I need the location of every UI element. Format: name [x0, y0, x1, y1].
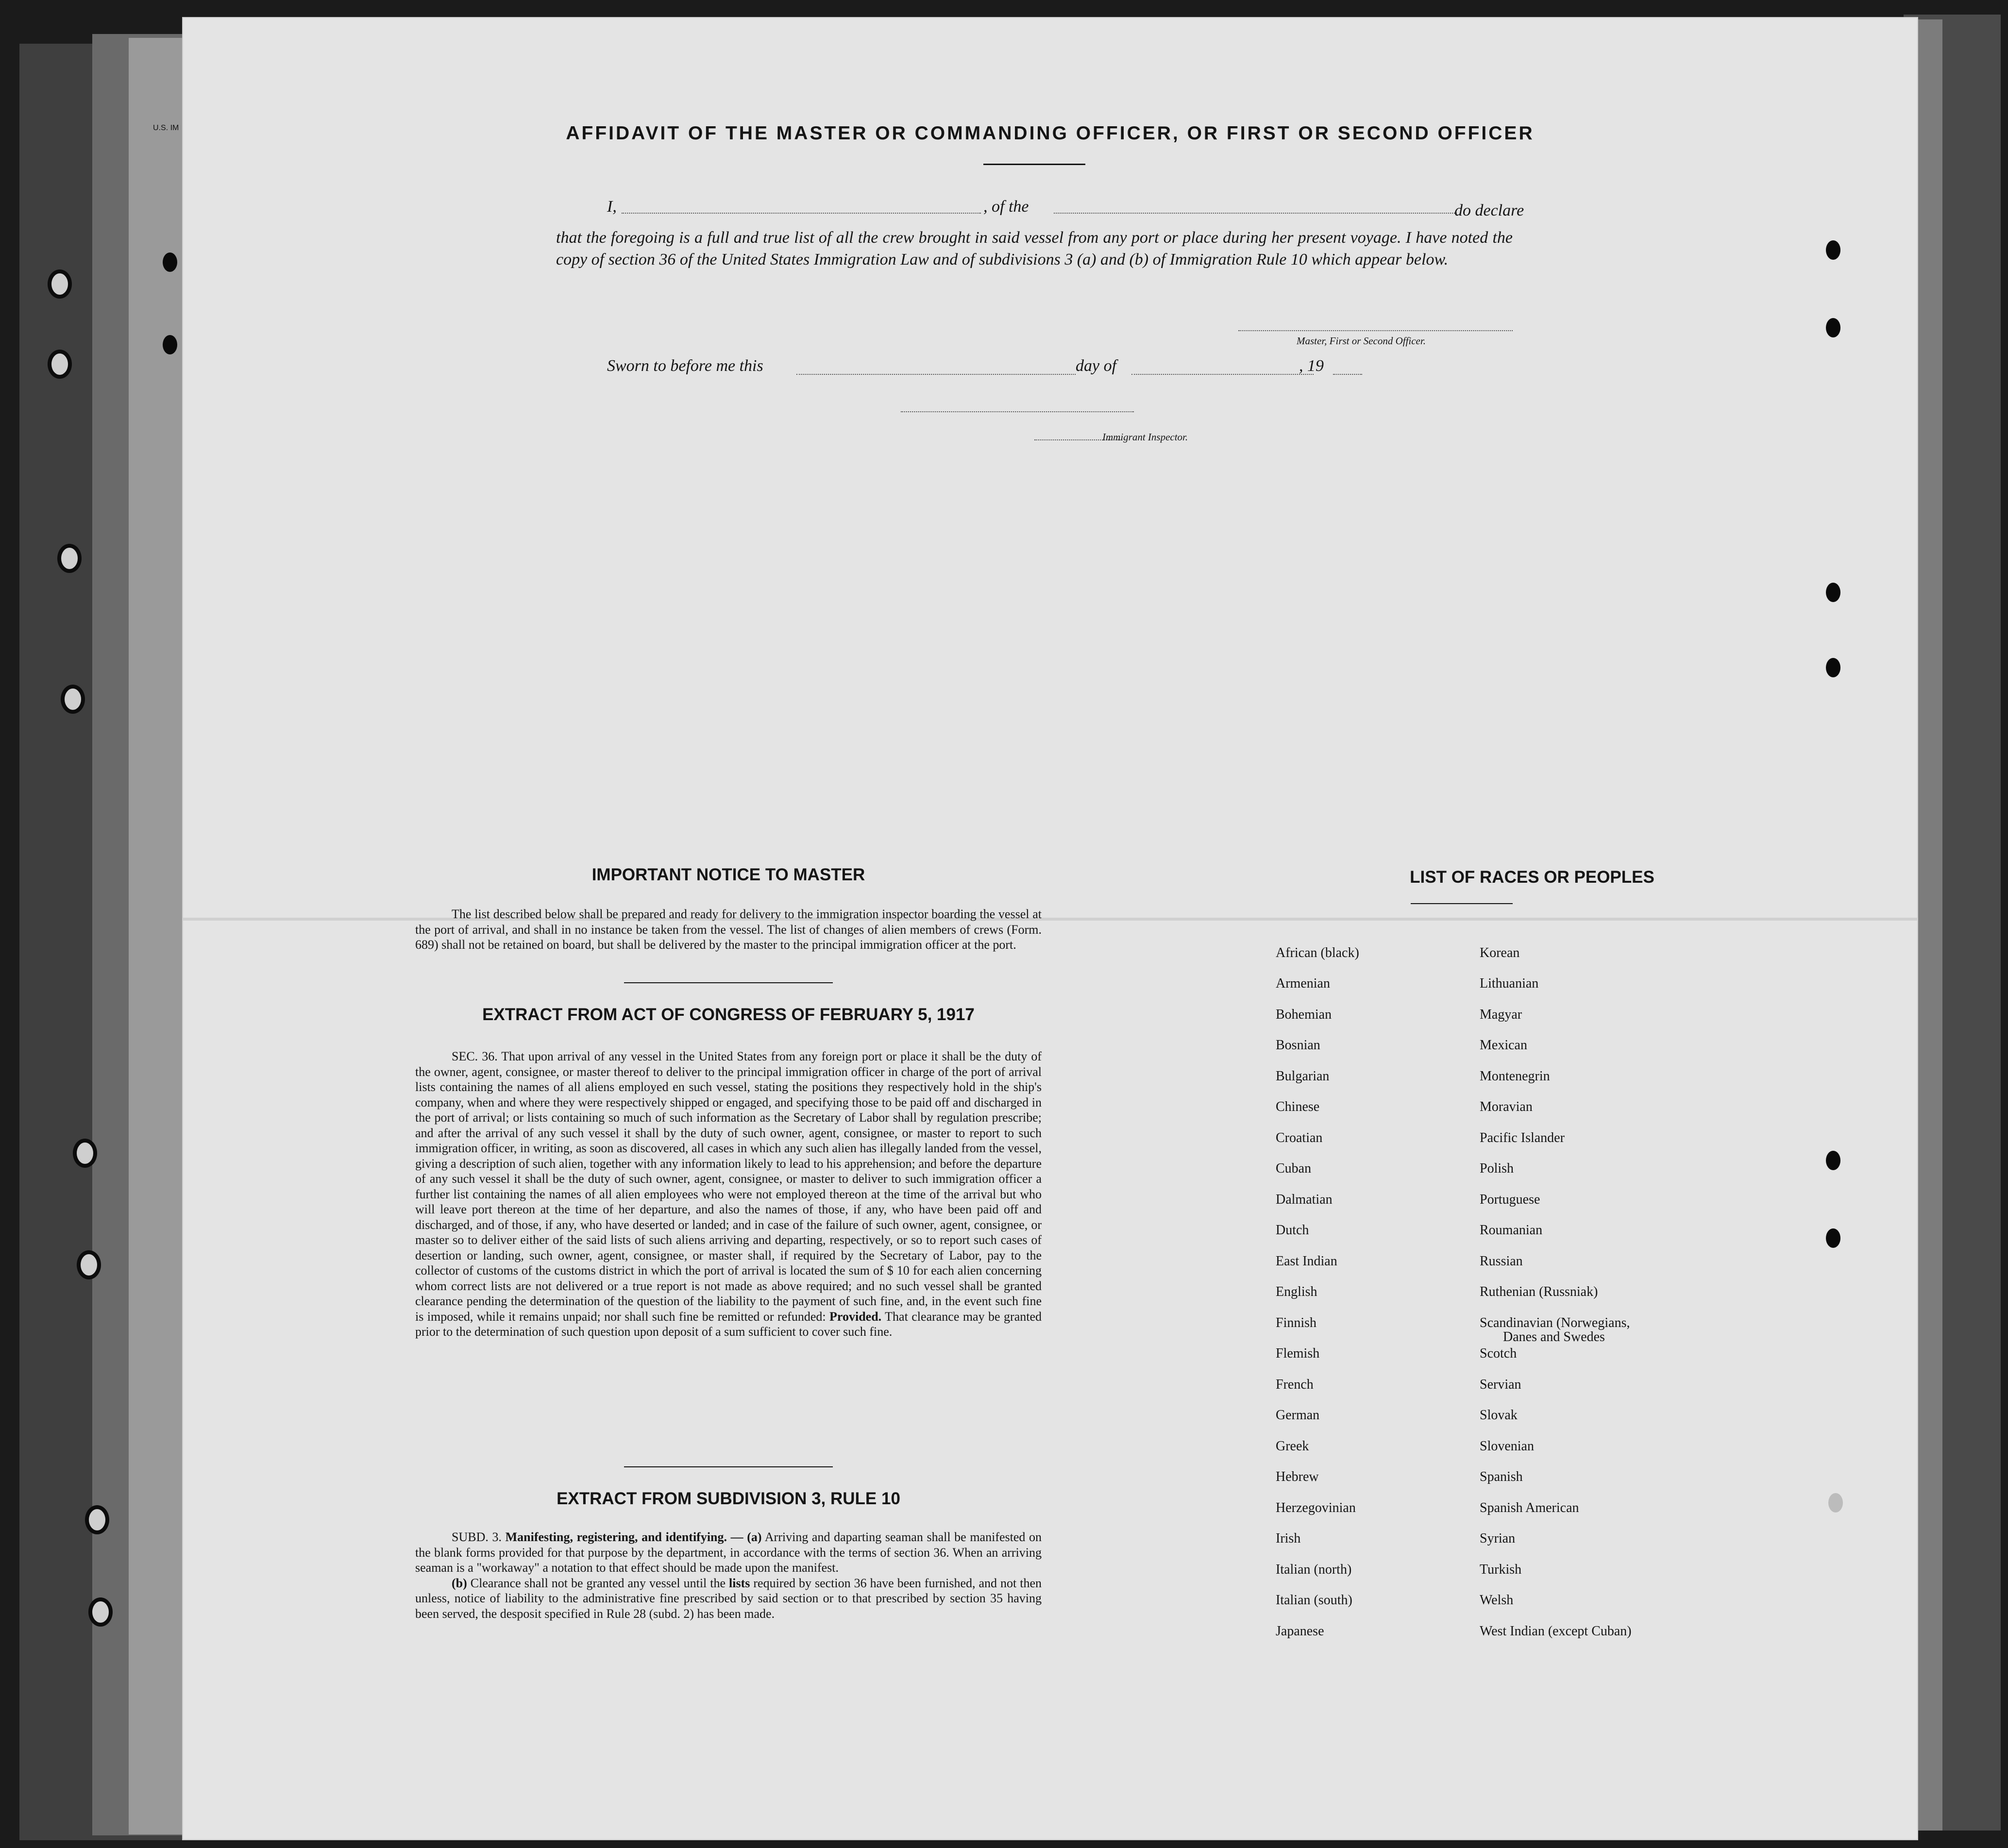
race-right: Polish [1480, 1161, 1514, 1176]
subd-heading: Manifesting, registering, and identifying. [505, 1530, 727, 1544]
race-right: Magyar [1480, 1007, 1522, 1022]
race-right: Scotch [1480, 1346, 1517, 1361]
race-right: Spanish American [1480, 1500, 1579, 1515]
race-left: Dutch [1276, 1223, 1309, 1238]
race-right: Spanish [1480, 1469, 1523, 1484]
punch-hole [61, 685, 85, 714]
race-left: Herzegovinian [1276, 1500, 1356, 1515]
rule-extract-b [415, 1576, 1042, 1622]
punch-hole [1826, 658, 1840, 677]
section-rule [624, 982, 833, 983]
race-right: Ruthenian (Russniak) [1480, 1284, 1598, 1299]
race-right-continued: Danes and Swedes [1503, 1329, 1605, 1344]
race-left: Armenian [1276, 976, 1330, 991]
notice-paragraph [415, 907, 1042, 953]
race-left: Finnish [1276, 1315, 1317, 1330]
act-extract-paragraph [415, 1049, 1042, 1340]
rule-extract-paragraph [415, 1529, 1042, 1621]
punch-hole [1826, 1151, 1840, 1170]
declarant-label: I, [607, 198, 617, 216]
race-right: Scandinavian (Norwegians, [1480, 1315, 1630, 1330]
race-left: African (black) [1276, 945, 1359, 960]
affidavit-title: AFFIDAVIT OF THE MASTER OR COMMANDING OFFICER, OR FIRST OR SECOND OFFICER [566, 123, 1535, 144]
punch-hole [73, 1139, 97, 1168]
punch-hole [48, 269, 72, 299]
inspector-signature-line[interactable] [901, 411, 1134, 412]
affidavit-paragraph: that the foregoing is a full and true list of all the crew brought in said vessel from any port or place during her present voyage. I have noted the copy of section 36 of the United States Immigration Law and of subdivisions 3 (a) and (b) of Immigration Rule 10 which appear below. [556, 229, 1513, 269]
punch-hole [1826, 1228, 1840, 1248]
race-right: Portuguese [1480, 1192, 1540, 1207]
race-left: Bulgarian [1276, 1069, 1330, 1084]
punch-hole [1826, 240, 1840, 260]
race-right: Lithuanian [1480, 976, 1539, 991]
punch-hole [48, 350, 72, 379]
race-left: Irish [1276, 1531, 1301, 1546]
race-right: Pacific Islander [1480, 1130, 1565, 1145]
stub-label: U.S. IM [153, 124, 179, 132]
punch-hole [85, 1505, 109, 1534]
race-right: Roumanian [1480, 1223, 1543, 1238]
race-left: Greek [1276, 1439, 1309, 1454]
race-left: Flemish [1276, 1346, 1320, 1361]
race-left: Cuban [1276, 1161, 1312, 1176]
punch-hole [1826, 318, 1840, 337]
subd-label: SUBD. 3. [452, 1530, 502, 1544]
notice-text: The list described below shall be prepared and ready for delivery to the immigration inspector boarding the vessel at the port of arrival, and shall in no instance be taken from the vessel. The list of changes of alien members of crews (Form. 689) shall not be retained on board, but shall be delivered by the master to the principal immigration officer at the port. [415, 907, 1042, 952]
rule-extract-title: EXTRACT FROM SUBDIVISION 3, RULE 10 [557, 1489, 900, 1508]
race-left: French [1276, 1377, 1314, 1392]
subd-b-text-2: required by section 36 have been furnished, and not then unless, notice of liability to the administrative fine prescribed by said section or to that prescribed by section 35 having been served, the desposit specified in Rule 28 (subd. 2) has been made. [415, 1576, 1042, 1621]
act-extract-text-end: That clearance may be granted prior to the determination of such question upon deposit of a sum sufficient to cover such fine. [415, 1309, 1042, 1339]
race-left: Hebrew [1276, 1469, 1319, 1484]
sworn-label: Sworn to before me this [607, 357, 763, 375]
declarant-name-line[interactable] [622, 213, 981, 214]
race-left: Italian (north) [1276, 1562, 1352, 1577]
race-right: Turkish [1480, 1562, 1522, 1577]
race-right: Montenegrin [1480, 1069, 1550, 1084]
punch-hole [1826, 583, 1840, 602]
sworn-day-line[interactable] [796, 374, 1076, 375]
race-left: Dalmatian [1276, 1192, 1333, 1207]
race-right: Mexican [1480, 1038, 1527, 1053]
sworn-month-line[interactable] [1131, 374, 1314, 375]
race-right: Servian [1480, 1377, 1521, 1392]
race-left: Japanese [1276, 1624, 1324, 1639]
section-rule [624, 1466, 833, 1467]
race-left: English [1276, 1284, 1317, 1299]
vessel-name-line[interactable] [1054, 213, 1457, 214]
rule-extract-a [415, 1529, 1042, 1576]
day-of-label: day of [1076, 357, 1117, 375]
race-left: German [1276, 1408, 1320, 1423]
race-left: East Indian [1276, 1254, 1337, 1269]
subd-b-lists: lists [729, 1576, 750, 1590]
race-right: Moravian [1480, 1099, 1533, 1114]
act-extract-body [415, 1049, 1042, 1340]
race-right: West Indian (except Cuban) [1480, 1624, 1632, 1639]
punch-hole [77, 1250, 101, 1279]
of-the-label: , of the [983, 198, 1029, 216]
do-declare-label: do declare [1454, 202, 1524, 219]
year-label: , 19 [1299, 357, 1324, 375]
subd-a-label: (a) [747, 1530, 762, 1544]
subd-b-text: Clearance shall not be granted any vessel until the [470, 1576, 726, 1590]
manifest-page [182, 17, 1918, 1840]
races-title: LIST OF RACES OR PEOPLES [1410, 868, 1654, 887]
punch-hole [1828, 1493, 1843, 1512]
subd-b-label: (b) [452, 1576, 467, 1590]
master-signature-line[interactable] [1238, 330, 1513, 331]
punch-hole [57, 544, 82, 573]
race-right: Slovak [1480, 1408, 1518, 1423]
race-right: Korean [1480, 945, 1520, 960]
punch-hole [163, 335, 177, 354]
race-right: Syrian [1480, 1531, 1516, 1546]
race-left: Croatian [1276, 1130, 1323, 1145]
notice-title: IMPORTANT NOTICE TO MASTER [591, 865, 865, 884]
punch-hole [88, 1597, 113, 1627]
title-rule [983, 164, 1085, 165]
race-left: Chinese [1276, 1099, 1320, 1114]
race-left: Bohemian [1276, 1007, 1332, 1022]
act-extract-text: SEC. 36. That upon arrival of any vessel in the United States from any foreign port or place it shall be the duty of the owner, agent, consignee, or master thereof to deliver to the principal immigration officer in charge of the port of arrival lists containing the names of all aliens employed en such vessel, stating the positions they respectively hold in the ship's company, when and where they were respectively shipped or engaged, and specifying those to be paid off and discharged in the port of arrival; or lists containing so much of such information as the Secretary of Labor shall by regulation prescribe; and after the arrival of any such vessel it shall by the duty of such owner, agent, consignee, or master to report to such immigration officer, in writing, as soon as discovered, all cases in which any such alien has illegally landed from the vessel, giving a description of such alien, together with any information likely to lead to his apprehension; and before the departure of any such vessel it shall be the duty of such owner, agent, consignee, or master to deliver to such immigration officer a further list containing the names of all alien employees who were not employed thereon at the time of the arrival but who will leave port thereon at the time of her departure, and also the names of those, if any, who have been paid off and discharged, and of those, if any, who have deserted or landed; and in case of the failure of such owner, agent, consignee, or master so to deliver either of the said lists of such aliens arriving and departing, respectively, or so to report such cases of desertion or landing, such owner, agent, consignee, or master shall, if required by the Secretary of Labor, pay to the collector of customs of the customs district in which the port of arrival is located the sum of $ 10 for each alien concerning whom correct lists are not delivered or a true report is not made as above required; and no such vessel shall be granted clearance pending the determination of the question of the liability to the payment of such fine, and, in the event such fine is imposed, while it remains unpaid; nor shall such fine be remitted or refunded: [415, 1049, 1042, 1324]
race-right: Welsh [1480, 1593, 1514, 1608]
race-left: Italian (south) [1276, 1593, 1352, 1608]
master-caption: Master, First or Second Officer. [1297, 335, 1426, 347]
punch-hole [163, 252, 177, 272]
race-right: Russian [1480, 1254, 1523, 1269]
subd-a-text: Arriving and daparting seaman shall be manifested on the blank forms provided for that purpose by the department, in accordance with the terms of section 36. When an arriving seaman is a "workaway" a notation to that effect should be made upon the manifest. [415, 1530, 1042, 1575]
race-left: Bosnian [1276, 1038, 1320, 1053]
inspector-caption: Immigrant Inspector. [1102, 431, 1188, 443]
subd-dash: — [730, 1530, 743, 1544]
sworn-year-line[interactable] [1333, 374, 1362, 375]
race-right: Slovenian [1480, 1439, 1534, 1454]
act-extract-title: EXTRACT FROM ACT OF CONGRESS OF FEBRUARY 5, 1917 [482, 1005, 975, 1024]
races-title-rule [1411, 903, 1513, 904]
provided-label: Provided. [829, 1309, 882, 1324]
